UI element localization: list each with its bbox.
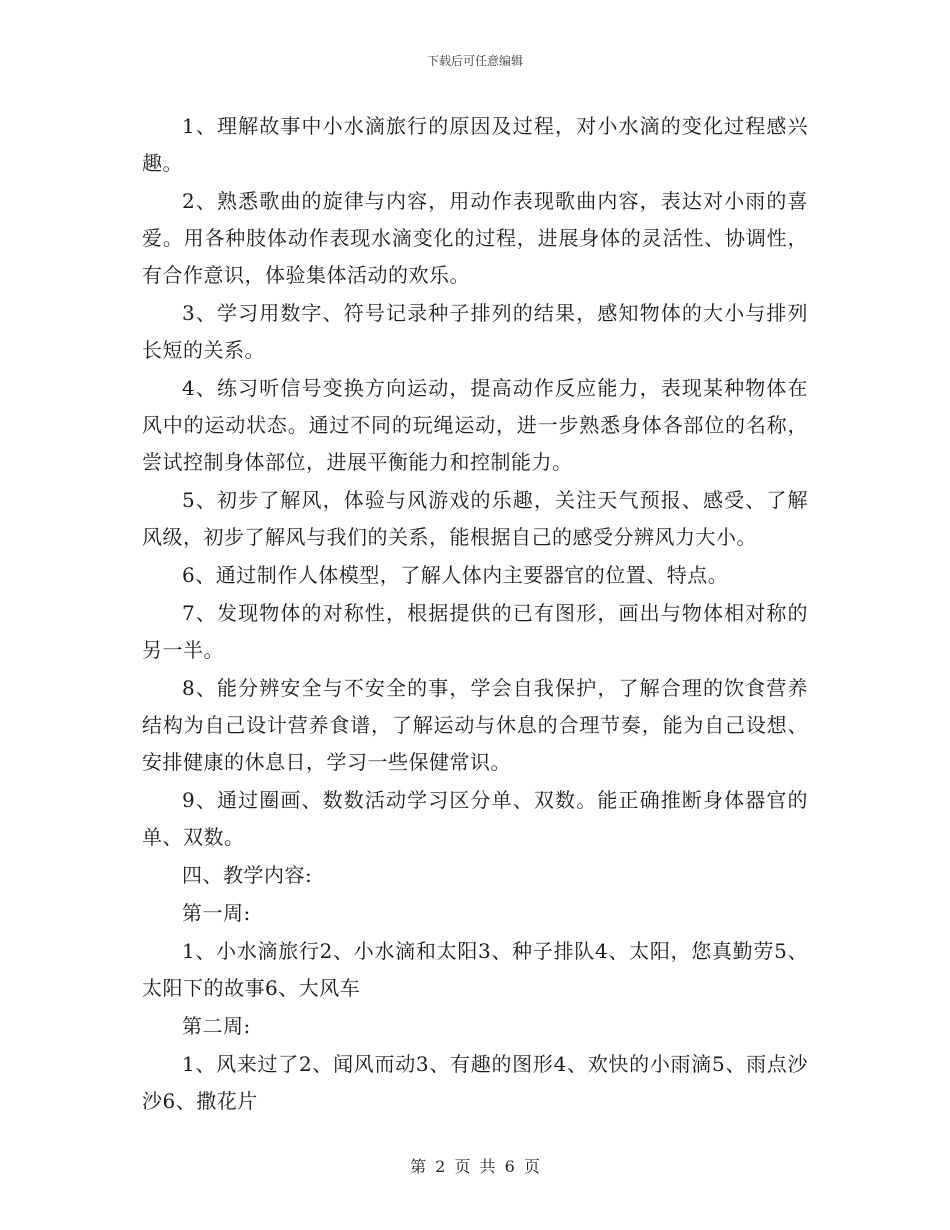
objective-9: 9、通过圈画、数数活动学习区分单、双数。能正确推断身体器官的单、双数。 — [142, 788, 808, 849]
week-2-heading: 第二周: — [182, 1014, 251, 1038]
objective-1: 1、理解故事中小水滴旅行的原因及过程，对小水滴的变化过程感兴趣。 — [142, 114, 808, 175]
objective-6: 6、通过制作人体模型，了解人体内主要器官的位置、特点。 — [182, 563, 729, 587]
week-2-content: 1、风来过了2、闻风而动3、有趣的图形4、欢快的小雨滴5、雨点沙沙6、撒花片 — [142, 1052, 808, 1113]
section-heading-teaching-content: 四、教学内容: — [182, 863, 313, 887]
page-header: 下载后可任意编辑 — [426, 54, 523, 68]
objective-7: 7、发现物体的对称性，根据提供的已有图形，画出与物体相对称的另一半。 — [142, 601, 808, 662]
objective-5: 5、初步了解风，体验与风游戏的乐趣，关注天气预报、感受、了解风级，初步了解风与我们的关系，能根据自己的感受分辨风力大小。 — [142, 488, 808, 549]
objective-2: 2、熟悉歌曲的旋律与内容，用动作表现歌曲内容，表达对小雨的喜爱。用各种肢体动作表现水滴变化的过程，进展身体的灵活性、协调性，有合作意识，体验集体活动的欢乐。 — [142, 189, 808, 287]
objective-8: 8、能分辨安全与不安全的事，学会自我保护，了解合理的饮食营养结构为自己设计营养食谱，了解运动与休息的合理节奏，能为自己设想、安排健康的休息日，学习一些保健常识。 — [142, 676, 808, 774]
objective-3: 3、学习用数字、符号记录种子排列的结果，感知物体的大小与排列长短的关系。 — [142, 301, 808, 362]
document-body — [142, 108, 808, 1121]
page-footer: 第 2 页 共 6 页 — [410, 1157, 540, 1176]
week-1-heading: 第一周: — [182, 901, 251, 925]
objective-4: 4、练习听信号变换方向运动，提高动作反应能力，表现某种物体在风中的运动状态。通过不同的玩绳运动，进一步熟悉身体各部位的名称，尝试控制身体部位，进展平衡能力和控制能力。 — [142, 376, 808, 474]
week-1-content: 1、小水滴旅行2、小水滴和太阳3、种子排队4、太阳，您真勤劳5、太阳下的故事6、大风车 — [142, 939, 808, 1000]
